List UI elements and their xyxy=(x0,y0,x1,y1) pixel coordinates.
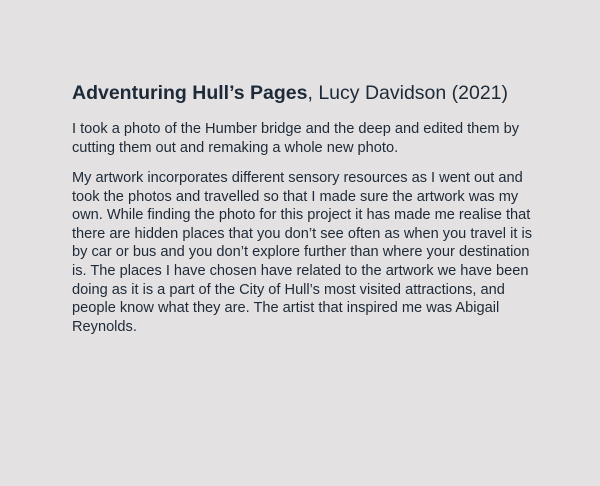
description-paragraph-1: I took a photo of the Humber bridge and the deep and edited them by cutting them out and remaking a whole new photo. xyxy=(72,121,520,156)
artwork-heading xyxy=(72,80,542,106)
description-paragraph-2: My artwork incorporates different sensory resources as I went out and took the photos and travelled so that I made sure the artwork was my own. While finding the photo for this project it has made me realise that there are hidden places that you don’t see often as when you travel it is by car or bus and you don’t explore further than where your destination is. The places I have chosen have related to the artwork we have been doing as it is a part of the City of Hull’s most visited attractions, and people know what they are. The artist that inspired me was Abigail Reynolds. xyxy=(72,170,532,335)
artwork-title: Adventuring Hull’s Pages xyxy=(72,82,308,104)
artist-credit: , Lucy Davidson (2021) xyxy=(307,82,509,104)
